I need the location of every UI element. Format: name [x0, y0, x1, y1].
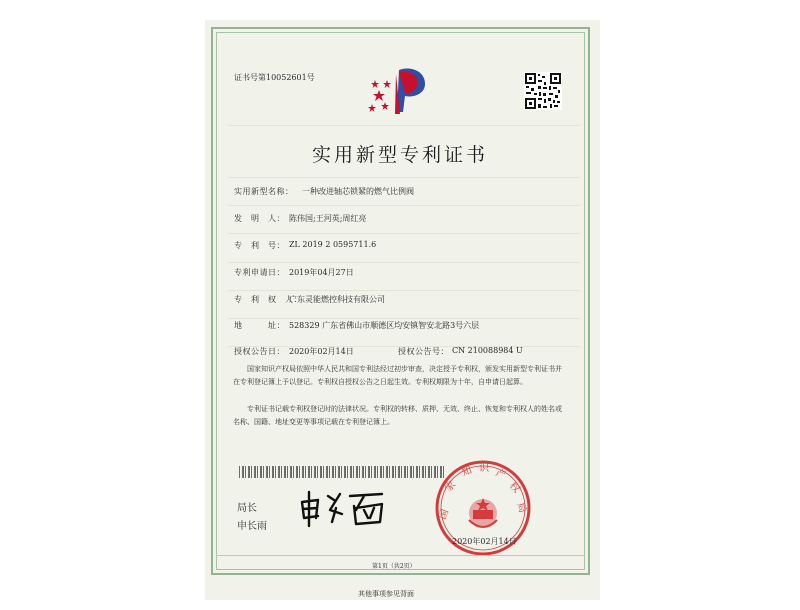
footer-note: 其他事项参见背面: [358, 590, 414, 598]
grant-number-label: 授权公告号：: [398, 347, 449, 356]
background-line: [228, 318, 580, 319]
svg-text:产: 产: [493, 467, 508, 482]
address-value: 528329 广东省佛山市顺德区均安镇智安北路3号六层: [289, 321, 480, 330]
divider: [216, 555, 585, 556]
background-line: [228, 233, 580, 234]
director-name: 申长雨: [237, 521, 267, 532]
certificate-number: 证书号第10052601号: [234, 73, 315, 82]
svg-text:家: 家: [443, 479, 459, 495]
inventor-label: 发 明 人：: [234, 214, 285, 223]
background-line: [228, 262, 580, 263]
director-signature: [296, 488, 388, 528]
legal-paragraph-1: 国家知识产权局依照中华人民共和国专利法经过初步审查，决定授予专利权，颁发实用新型专利证书并在专利登记簿上予以登记。专利权自授权公告之日起生效。专利权期限为十年，自申请日起算。: [233, 365, 562, 386]
utility-model-name-value: 一种改进轴芯锁紧的燃气比例阀: [302, 187, 414, 196]
qr-code-icon: [524, 72, 562, 110]
inventor-value: 陈伟国;王河英;周红亮: [289, 214, 367, 223]
director-title: 局长: [237, 503, 257, 514]
background-line: [228, 290, 580, 291]
svg-text:局: 局: [514, 501, 528, 515]
address-label: 地 址：: [234, 321, 285, 330]
utility-model-name-label: 实用新型名称：: [234, 187, 294, 196]
background-line: [228, 125, 580, 126]
patentee-label: 专 利 权 人：: [234, 295, 302, 304]
seal-date: 2020年02月14日: [452, 537, 517, 546]
legal-paragraph-2: 专利证书记载专利权登记时的法律状况。专利权的转移、质押、无效、终止、恢复和专利权人的姓名或名称、国籍、地址变更等事项记载在专利登记簿上。: [233, 405, 562, 426]
filing-date-label: 专利申请日：: [234, 268, 285, 277]
barcode: [239, 466, 444, 478]
grant-date-label: 授权公告日：: [234, 347, 285, 356]
svg-text:知: 知: [460, 465, 474, 479]
patent-office-logo-icon: [365, 60, 437, 120]
certificate-title: 实用新型专利证书: [311, 144, 488, 166]
patent-number-label: 专 利 号：: [234, 241, 285, 250]
patent-number-value: ZL 2019 2 0595711.6: [289, 240, 377, 249]
filing-date-value: 2019年04月27日: [289, 268, 354, 277]
grant-number-value: CN 210088984 U: [452, 346, 523, 355]
page-indicator: 第1页（共2页）: [372, 563, 416, 570]
svg-text:权: 权: [506, 480, 522, 496]
patentee-value: 广东灵能燃控科技有限公司: [289, 295, 385, 304]
grant-date-value: 2020年02月14日: [289, 347, 354, 356]
svg-text:国: 国: [437, 507, 452, 522]
svg-text:识: 识: [479, 463, 489, 474]
background-line: [228, 177, 580, 178]
background-line: [228, 205, 580, 206]
